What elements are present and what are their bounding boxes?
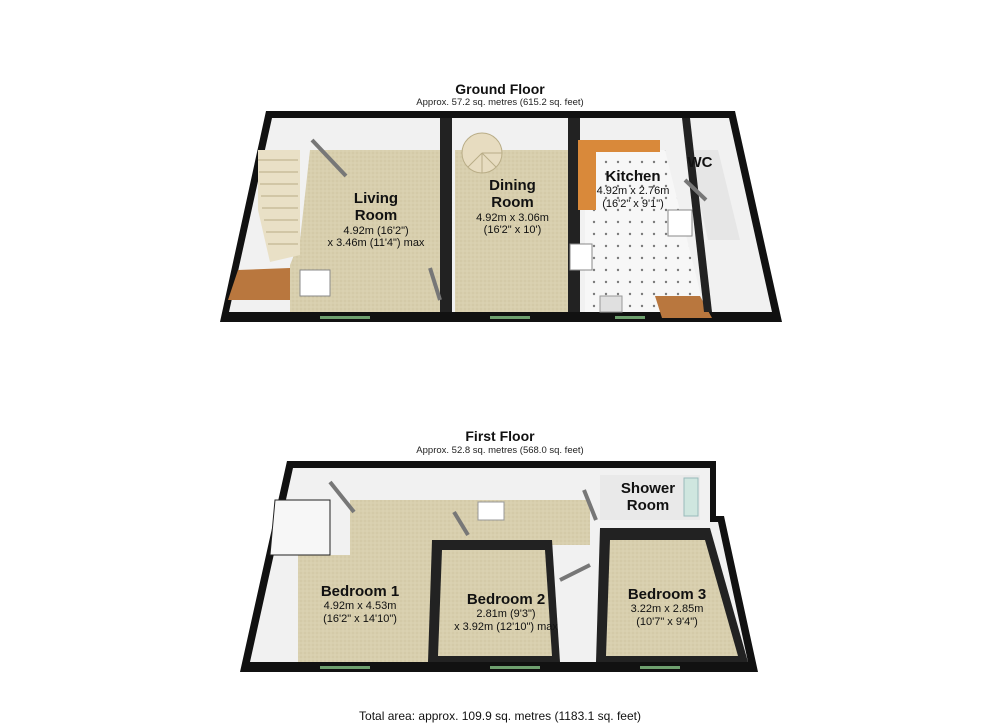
porch-floor <box>228 268 290 300</box>
bedroom1-name: Bedroom 1 <box>320 583 400 600</box>
spiral-staircase <box>462 133 502 173</box>
bedroom2-dim-1: 2.81m (9'3") <box>476 608 536 621</box>
living-room-dim-1: 4.92m (16'2") <box>343 224 409 237</box>
ground-window-1 <box>320 316 370 319</box>
ground-floor-title: Ground Floor <box>455 81 545 97</box>
bedroom2-dim-2: x 3.92m (12'10") max <box>454 620 558 633</box>
kitchen-sink <box>600 296 622 312</box>
first-floor-title: First Floor <box>465 428 535 444</box>
shower-room-name: Shower Room <box>620 480 676 515</box>
shower-room-label <box>608 480 688 515</box>
ground-window-2 <box>490 316 530 319</box>
first-window-2 <box>490 666 540 669</box>
radiator-3 <box>668 210 692 236</box>
kitchen-label <box>583 168 683 211</box>
wc-name: WC <box>687 154 713 171</box>
landing-rail <box>478 502 504 520</box>
dining-room-label <box>455 177 570 237</box>
bedroom1-dim-1: 4.92m x 4.53m <box>323 600 397 613</box>
bedroom1-recess <box>270 500 330 555</box>
dining-room-name: Dining Room <box>489 177 536 212</box>
living-room-dim-2: x 3.46m (11'4") max <box>327 237 425 250</box>
first-window-3 <box>640 666 680 669</box>
kitchen-dim-2: (16'2" x 9'1") <box>602 197 664 210</box>
bedroom3-name: Bedroom 3 <box>627 586 707 603</box>
living-room-label <box>306 190 446 250</box>
first-floor-area: Approx. 52.8 sq. metres (568.0 sq. feet) <box>416 445 584 456</box>
wc-label <box>680 154 720 171</box>
first-window-1 <box>320 666 370 669</box>
bedroom3-dim-1: 3.22m x 2.85m <box>630 603 704 616</box>
bedroom1-label <box>305 583 415 626</box>
bedroom2-name: Bedroom 2 <box>466 591 546 608</box>
landing-floor <box>432 500 590 545</box>
total-area: Total area: approx. 109.9 sq. metres (1183.1 sq. feet) <box>359 709 641 723</box>
living-room-name: Living Room <box>353 190 399 225</box>
bedroom3-dim-2: (10'7" x 9'4") <box>636 615 698 628</box>
bedroom2-label <box>436 591 576 634</box>
bedroom1-dim-2: (16'2" x 14'10") <box>323 612 397 625</box>
bedroom3-label <box>612 586 722 629</box>
dining-room-dim-1: 4.92m x 3.06m <box>476 211 549 224</box>
ground-window-3 <box>615 316 645 319</box>
radiator-1 <box>300 270 330 296</box>
kitchen-dim-1: 4.92m x 2.76m <box>596 185 670 198</box>
dining-room-dim-2: (16'2" x 10') <box>483 224 542 237</box>
radiator-2 <box>570 244 592 270</box>
kitchen-name: Kitchen <box>605 168 661 185</box>
ground-floor-area: Approx. 57.2 sq. metres (615.2 sq. feet) <box>416 97 584 108</box>
